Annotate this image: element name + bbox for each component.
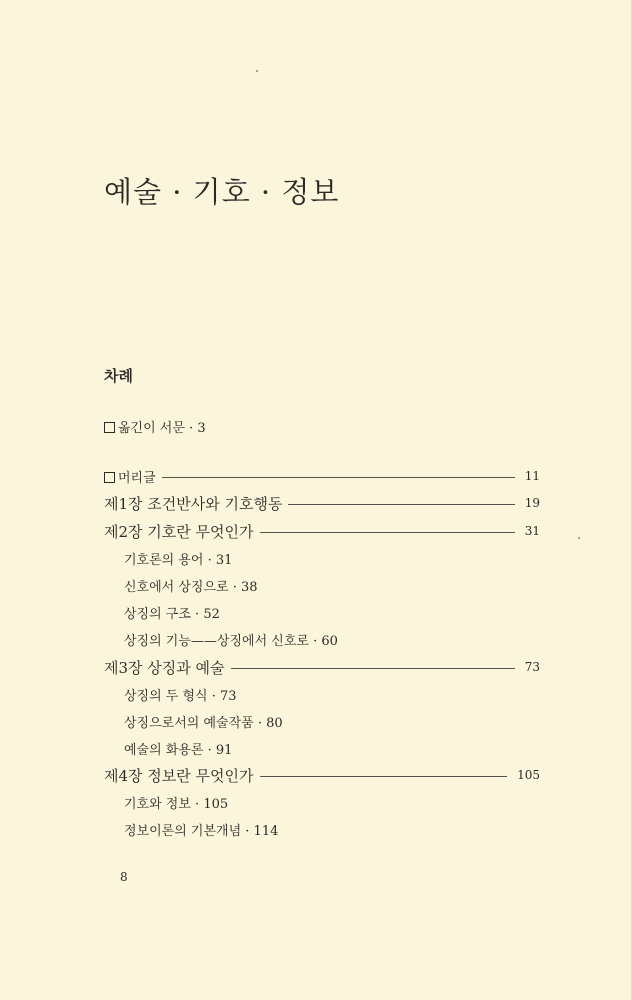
book-title: 예술 · 기호 · 정보 <box>104 175 340 209</box>
toc-entry-page: 105 <box>517 768 540 782</box>
square-box-icon <box>104 422 115 433</box>
toc-subentry-title: 상징의 구조 · 52 <box>124 606 220 622</box>
toc-entry <box>104 492 540 514</box>
toc-entry-page: 73 <box>524 660 540 674</box>
toc-entry <box>104 520 540 542</box>
dot-leader <box>162 477 515 478</box>
toc-subentry <box>124 628 540 650</box>
toc-subentry-title: 예술의 화용론 · 91 <box>124 742 233 758</box>
toc-subentry <box>124 710 540 732</box>
toc-subentry <box>124 818 540 840</box>
toc-subentry <box>124 574 540 596</box>
toc-entry <box>104 764 540 786</box>
toc-entry-title: 제1장 조건반사와 기호행동 <box>104 494 283 513</box>
toc-subentry <box>124 601 540 623</box>
toc-subentry-title: 기호와 정보 · 105 <box>124 796 229 812</box>
toc-subentry <box>124 547 540 569</box>
toc-preface <box>104 415 540 437</box>
paper-speck <box>578 537 580 539</box>
toc-entry-title: 제4장 정보란 무엇인가 <box>104 766 254 785</box>
toc-subentry-title: 상징의 기능——상징에서 신호로 · 60 <box>124 633 338 649</box>
toc-preface-title: 옮긴이 서문 · 3 <box>118 420 206 436</box>
toc-subentry-title: 상징의 두 형식 · 73 <box>124 688 237 704</box>
square-box-icon <box>104 472 115 483</box>
paper-speck <box>256 70 258 72</box>
toc-entry-title: 제2장 기호란 무엇인가 <box>104 522 254 541</box>
toc-entry-page: 11 <box>524 469 540 483</box>
toc-entry-page: 19 <box>524 496 540 510</box>
toc-entry-title: 제3장 상징과 예술 <box>104 658 225 677</box>
dot-leader <box>260 532 515 533</box>
toc-subentry <box>124 683 540 705</box>
toc-entry-title: 머리글 <box>118 470 156 486</box>
toc-subentry <box>124 791 540 813</box>
toc-subentry-title: 신호에서 상징으로 · 38 <box>124 579 258 595</box>
dot-leader <box>231 668 515 669</box>
dot-leader <box>288 504 514 505</box>
toc-entry-page: 31 <box>524 524 540 538</box>
toc-entry <box>104 656 540 678</box>
page-number: 8 <box>120 870 128 884</box>
toc-subentry <box>124 737 540 759</box>
dot-leader <box>260 776 508 777</box>
toc-subentry-title: 기호론의 용어 · 31 <box>124 552 233 568</box>
toc-heading: 차례 <box>104 367 133 385</box>
toc-entry <box>104 465 540 487</box>
toc-subentry-title: 상징으로서의 예술작품 · 80 <box>124 715 283 731</box>
toc-subentry-title: 정보이론의 기본개념 · 114 <box>124 823 279 839</box>
